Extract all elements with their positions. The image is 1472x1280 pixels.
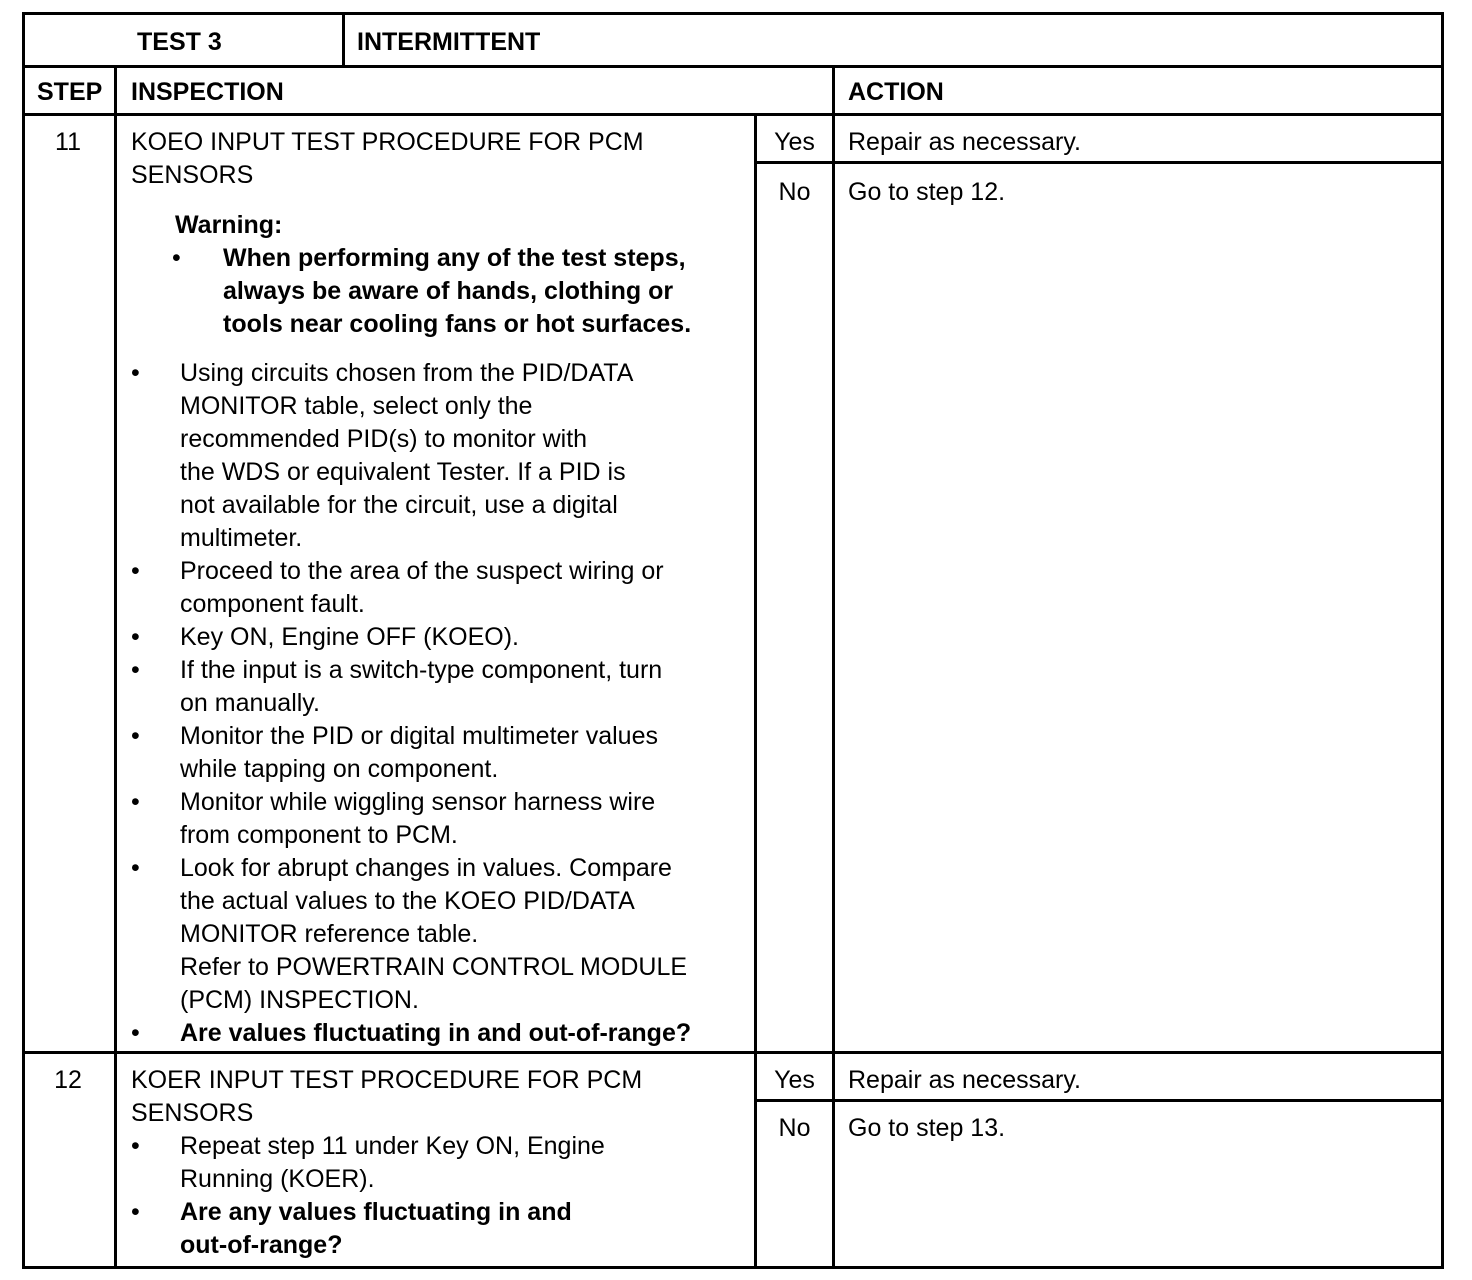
step-11-line: Using circuits chosen from the PID/DATA: [180, 359, 634, 387]
bullet-icon: •: [131, 854, 140, 882]
warning-text: When performing any of the test steps,: [223, 244, 686, 272]
bullet-icon: •: [172, 244, 181, 272]
step-11-line: on manually.: [180, 689, 320, 717]
step-12-title: SENSORS: [131, 1099, 254, 1127]
step-12-yes-action: Repair as necessary.: [848, 1066, 1081, 1094]
step-11-line: Proceed to the area of the suspect wiring or: [180, 557, 664, 585]
step-11-line: Monitor the PID or digital multimeter values: [180, 722, 658, 750]
step-12-question: Are any values fluctuating in and: [180, 1198, 572, 1226]
step-11-yes-action: Repair as necessary.: [848, 128, 1081, 156]
step-11-line: MONITOR table, select only the: [180, 392, 533, 420]
rule-step11-bottom: [22, 1051, 1444, 1054]
step-11-question: Are values fluctuating in and out-of-range?: [180, 1019, 692, 1047]
step-11-line: the WDS or equivalent Tester. If a PID is: [180, 458, 626, 486]
column-action: ACTION: [848, 78, 944, 106]
step-12-number: 12: [54, 1066, 82, 1094]
step-11-line: not available for the circuit, use a digital: [180, 491, 618, 519]
step-12-no-label: No: [778, 1114, 811, 1142]
step-11-line: (PCM) INSPECTION.: [180, 986, 419, 1014]
rule-header-divider: [342, 12, 345, 67]
step-11-no-action: Go to step 12.: [848, 178, 1006, 206]
step-12-yes-label: Yes: [774, 1066, 815, 1094]
column-inspection: INSPECTION: [131, 78, 284, 106]
step-11-line: from component to PCM.: [180, 821, 458, 849]
warning-text: always be aware of hands, clothing or: [223, 277, 674, 305]
rule-action-left: [832, 65, 835, 1269]
rule-step-column: [114, 65, 117, 1269]
step-11-line: component fault.: [180, 590, 365, 618]
step-11-line: recommended PID(s) to monitor with: [180, 425, 588, 453]
step-12-title: KOER INPUT TEST PROCEDURE FOR PCM: [131, 1066, 643, 1094]
step-12-question: out-of-range?: [180, 1231, 343, 1259]
rule-step11-yes-bottom: [754, 161, 1444, 164]
step-11-title: SENSORS: [131, 161, 254, 189]
step-11-no-label: No: [778, 178, 811, 206]
step-11-line: the actual values to the KOEO PID/DATA: [180, 887, 635, 915]
bullet-icon: •: [131, 656, 140, 684]
step-11-line: If the input is a switch-type component, turn: [180, 656, 663, 684]
step-11-title: KOEO INPUT TEST PROCEDURE FOR PCM: [131, 128, 644, 156]
bullet-icon: •: [131, 557, 140, 585]
step-11-line: multimeter.: [180, 524, 303, 552]
rule-step12-yes-bottom: [754, 1099, 1444, 1102]
step-12-line: Running (KOER).: [180, 1165, 375, 1193]
step-11-line: Refer to POWERTRAIN CONTROL MODULE: [180, 953, 688, 981]
step-11-line: MONITOR reference table.: [180, 920, 479, 948]
step-11-yes-label: Yes: [774, 128, 815, 156]
test-title: INTERMITTENT: [357, 28, 541, 56]
bullet-icon: •: [131, 722, 140, 750]
test-label: TEST 3: [137, 28, 222, 56]
rule-header-bottom: [22, 65, 1444, 68]
bullet-icon: •: [131, 1019, 140, 1047]
bullet-icon: •: [131, 623, 140, 651]
bullet-icon: •: [131, 1132, 140, 1160]
step-12-no-action: Go to step 13.: [848, 1114, 1006, 1142]
step-11-line: Key ON, Engine OFF (KOEO).: [180, 623, 519, 651]
column-step: STEP: [37, 78, 103, 106]
warning-label: Warning:: [175, 211, 283, 239]
warning-text: tools near cooling fans or hot surfaces.: [223, 310, 692, 338]
step-11-line: while tapping on component.: [180, 755, 499, 783]
step-11-line: Monitor while wiggling sensor harness wire: [180, 788, 656, 816]
rule-columns-bottom: [22, 113, 1444, 116]
step-11-number: 11: [55, 128, 81, 156]
step-12-line: Repeat step 11 under Key ON, Engine: [180, 1132, 605, 1160]
bullet-icon: •: [131, 1198, 140, 1226]
bullet-icon: •: [131, 788, 140, 816]
step-11-line: Look for abrupt changes in values. Compare: [180, 854, 672, 882]
bullet-icon: •: [131, 359, 140, 387]
